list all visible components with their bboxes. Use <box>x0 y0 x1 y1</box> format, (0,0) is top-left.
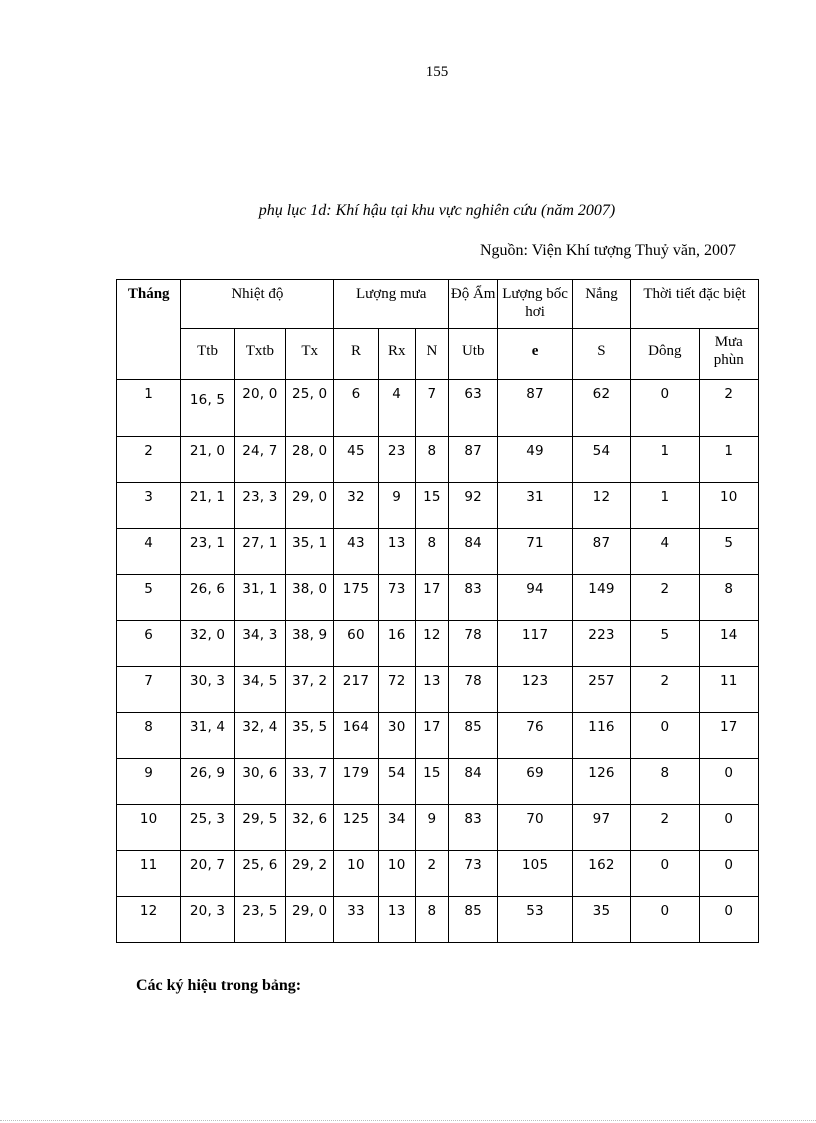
table-row <box>117 380 759 437</box>
cell-n: 2 <box>415 850 448 896</box>
cell-e: 69 <box>498 758 572 804</box>
cell-utb: 83 <box>449 804 498 850</box>
cell-month: 7 <box>117 666 181 712</box>
cell-n: 17 <box>415 712 448 758</box>
cell-n: 8 <box>415 529 448 575</box>
cell-e: 123 <box>498 666 572 712</box>
cell-s: 149 <box>572 574 630 620</box>
subheader-rx: Rx <box>378 329 415 380</box>
cell-drizzle: 1 <box>699 437 758 483</box>
cell-month: 10 <box>117 804 181 850</box>
cell-month: 11 <box>117 850 181 896</box>
climate-table <box>116 279 759 943</box>
cell-thunder: 1 <box>631 483 699 529</box>
cell-r: 33 <box>334 896 378 942</box>
cell-txtb: 23, 3 <box>234 483 285 529</box>
cell-n: 17 <box>415 574 448 620</box>
header-rainfall: Lượng mưa <box>334 280 449 329</box>
cell-s: 35 <box>572 896 630 942</box>
cell-r: 60 <box>334 620 378 666</box>
cell-s: 116 <box>572 712 630 758</box>
cell-r: 179 <box>334 758 378 804</box>
subheader-tx: Tx <box>286 329 334 380</box>
cell-tx: 37, 2 <box>286 666 334 712</box>
cell-n: 12 <box>415 620 448 666</box>
subheader-s: S <box>572 329 630 380</box>
cell-rx: 9 <box>378 483 415 529</box>
cell-tx: 33, 7 <box>286 758 334 804</box>
cell-tx: 35, 5 <box>286 712 334 758</box>
cell-rx: 54 <box>378 758 415 804</box>
header-temperature: Nhiệt độ <box>181 280 334 329</box>
subheader-drizzle: Mưa phùn <box>699 329 758 380</box>
cell-month: 9 <box>117 758 181 804</box>
cell-txtb: 25, 6 <box>234 850 285 896</box>
cell-txtb: 23, 5 <box>234 896 285 942</box>
cell-tx: 29, 0 <box>286 483 334 529</box>
cell-ttb: 26, 9 <box>181 758 234 804</box>
table-row <box>117 437 759 483</box>
subheader-utb: Utb <box>449 329 498 380</box>
cell-r: 164 <box>334 712 378 758</box>
cell-tx: 38, 0 <box>286 574 334 620</box>
cell-txtb: 30, 6 <box>234 758 285 804</box>
cell-txtb: 20, 0 <box>234 380 285 437</box>
cell-drizzle: 11 <box>699 666 758 712</box>
cell-ttb: 16, 5 <box>181 380 234 437</box>
cell-month: 8 <box>117 712 181 758</box>
cell-e: 117 <box>498 620 572 666</box>
cell-tx: 25, 0 <box>286 380 334 437</box>
table-row <box>117 712 759 758</box>
cell-n: 8 <box>415 896 448 942</box>
cell-thunder: 0 <box>631 380 699 437</box>
cell-txtb: 27, 1 <box>234 529 285 575</box>
cell-e: 76 <box>498 712 572 758</box>
cell-rx: 23 <box>378 437 415 483</box>
cell-e: 87 <box>498 380 572 437</box>
cell-s: 223 <box>572 620 630 666</box>
cell-utb: 63 <box>449 380 498 437</box>
cell-month: 6 <box>117 620 181 666</box>
cell-ttb: 31, 4 <box>181 712 234 758</box>
cell-thunder: 0 <box>631 850 699 896</box>
cell-n: 15 <box>415 758 448 804</box>
cell-rx: 13 <box>378 896 415 942</box>
cell-e: 105 <box>498 850 572 896</box>
cell-thunder: 0 <box>631 712 699 758</box>
cell-e: 71 <box>498 529 572 575</box>
cell-month: 12 <box>117 896 181 942</box>
cell-s: 12 <box>572 483 630 529</box>
cell-s: 62 <box>572 380 630 437</box>
cell-r: 175 <box>334 574 378 620</box>
cell-txtb: 31, 1 <box>234 574 285 620</box>
cell-tx: 29, 0 <box>286 896 334 942</box>
subheader-txtb: Txtb <box>234 329 285 380</box>
subheader-n: N <box>415 329 448 380</box>
cell-thunder: 2 <box>631 574 699 620</box>
cell-drizzle: 17 <box>699 712 758 758</box>
cell-txtb: 24, 7 <box>234 437 285 483</box>
cell-drizzle: 0 <box>699 850 758 896</box>
page-bottom-divider <box>0 1120 816 1121</box>
cell-thunder: 8 <box>631 758 699 804</box>
cell-drizzle: 0 <box>699 758 758 804</box>
cell-thunder: 0 <box>631 896 699 942</box>
table-row <box>117 529 759 575</box>
cell-utb: 84 <box>449 529 498 575</box>
cell-r: 217 <box>334 666 378 712</box>
cell-thunder: 1 <box>631 437 699 483</box>
cell-rx: 4 <box>378 380 415 437</box>
cell-n: 8 <box>415 437 448 483</box>
cell-n: 13 <box>415 666 448 712</box>
cell-rx: 10 <box>378 850 415 896</box>
legend-title: Các ký hiệu trong bảng: <box>136 977 302 994</box>
cell-utb: 78 <box>449 620 498 666</box>
cell-rx: 72 <box>378 666 415 712</box>
subheader-e: e <box>498 329 572 380</box>
cell-thunder: 2 <box>631 666 699 712</box>
cell-rx: 16 <box>378 620 415 666</box>
cell-e: 94 <box>498 574 572 620</box>
source-note: Nguồn: Viện Khí tượng Thuỷ văn, 2007 <box>479 242 736 259</box>
cell-r: 125 <box>334 804 378 850</box>
cell-month: 5 <box>117 574 181 620</box>
cell-s: 54 <box>572 437 630 483</box>
table-row <box>117 483 759 529</box>
cell-ttb: 32, 0 <box>181 620 234 666</box>
table-row <box>117 574 759 620</box>
cell-utb: 87 <box>449 437 498 483</box>
cell-r: 43 <box>334 529 378 575</box>
table-row <box>117 850 759 896</box>
header-month: Tháng <box>117 280 181 380</box>
header-special-weather: Thời tiết đặc biệt <box>631 280 759 329</box>
cell-tx: 32, 6 <box>286 804 334 850</box>
cell-ttb: 30, 3 <box>181 666 234 712</box>
cell-drizzle: 0 <box>699 804 758 850</box>
cell-utb: 85 <box>449 712 498 758</box>
cell-s: 126 <box>572 758 630 804</box>
cell-e: 53 <box>498 896 572 942</box>
cell-r: 10 <box>334 850 378 896</box>
cell-r: 45 <box>334 437 378 483</box>
cell-month: 1 <box>117 380 181 437</box>
cell-ttb: 21, 0 <box>181 437 234 483</box>
cell-tx: 35, 1 <box>286 529 334 575</box>
cell-n: 7 <box>415 380 448 437</box>
cell-thunder: 5 <box>631 620 699 666</box>
cell-n: 15 <box>415 483 448 529</box>
header-humidity: Độ Ẩm <box>449 280 498 329</box>
cell-drizzle: 8 <box>699 574 758 620</box>
table-row <box>117 804 759 850</box>
subheader-r: R <box>334 329 378 380</box>
cell-drizzle: 5 <box>699 529 758 575</box>
cell-rx: 34 <box>378 804 415 850</box>
page-number: 155 <box>425 64 449 80</box>
cell-utb: 78 <box>449 666 498 712</box>
cell-month: 2 <box>117 437 181 483</box>
cell-tx: 29, 2 <box>286 850 334 896</box>
cell-drizzle: 14 <box>699 620 758 666</box>
table-row <box>117 896 759 942</box>
cell-month: 4 <box>117 529 181 575</box>
cell-tx: 28, 0 <box>286 437 334 483</box>
cell-s: 87 <box>572 529 630 575</box>
cell-txtb: 34, 3 <box>234 620 285 666</box>
cell-drizzle: 0 <box>699 896 758 942</box>
cell-e: 49 <box>498 437 572 483</box>
cell-rx: 73 <box>378 574 415 620</box>
cell-utb: 84 <box>449 758 498 804</box>
cell-month: 3 <box>117 483 181 529</box>
cell-drizzle: 2 <box>699 380 758 437</box>
cell-r: 32 <box>334 483 378 529</box>
cell-txtb: 29, 5 <box>234 804 285 850</box>
cell-r: 6 <box>334 380 378 437</box>
cell-txtb: 34, 5 <box>234 666 285 712</box>
subheader-thunder: Dông <box>631 329 699 380</box>
cell-thunder: 2 <box>631 804 699 850</box>
cell-s: 97 <box>572 804 630 850</box>
cell-s: 162 <box>572 850 630 896</box>
cell-e: 70 <box>498 804 572 850</box>
cell-ttb: 25, 3 <box>181 804 234 850</box>
cell-e: 31 <box>498 483 572 529</box>
cell-ttb: 26, 6 <box>181 574 234 620</box>
cell-txtb: 32, 4 <box>234 712 285 758</box>
table-row <box>117 758 759 804</box>
header-evaporation: Lượng bốc hơi <box>498 280 572 329</box>
table-row <box>117 620 759 666</box>
table-caption: phụ lục 1d: Khí hậu tại khu vực nghiên cứu (năm 2007) <box>258 202 616 219</box>
cell-utb: 92 <box>449 483 498 529</box>
cell-ttb: 20, 7 <box>181 850 234 896</box>
cell-ttb: 21, 1 <box>181 483 234 529</box>
cell-rx: 30 <box>378 712 415 758</box>
cell-s: 257 <box>572 666 630 712</box>
cell-utb: 85 <box>449 896 498 942</box>
header-sunshine: Nắng <box>572 280 630 329</box>
subheader-ttb: Ttb <box>181 329 234 380</box>
cell-ttb: 23, 1 <box>181 529 234 575</box>
cell-utb: 83 <box>449 574 498 620</box>
cell-ttb: 20, 3 <box>181 896 234 942</box>
cell-drizzle: 10 <box>699 483 758 529</box>
cell-n: 9 <box>415 804 448 850</box>
table-row <box>117 666 759 712</box>
cell-tx: 38, 9 <box>286 620 334 666</box>
cell-rx: 13 <box>378 529 415 575</box>
cell-utb: 73 <box>449 850 498 896</box>
cell-thunder: 4 <box>631 529 699 575</box>
